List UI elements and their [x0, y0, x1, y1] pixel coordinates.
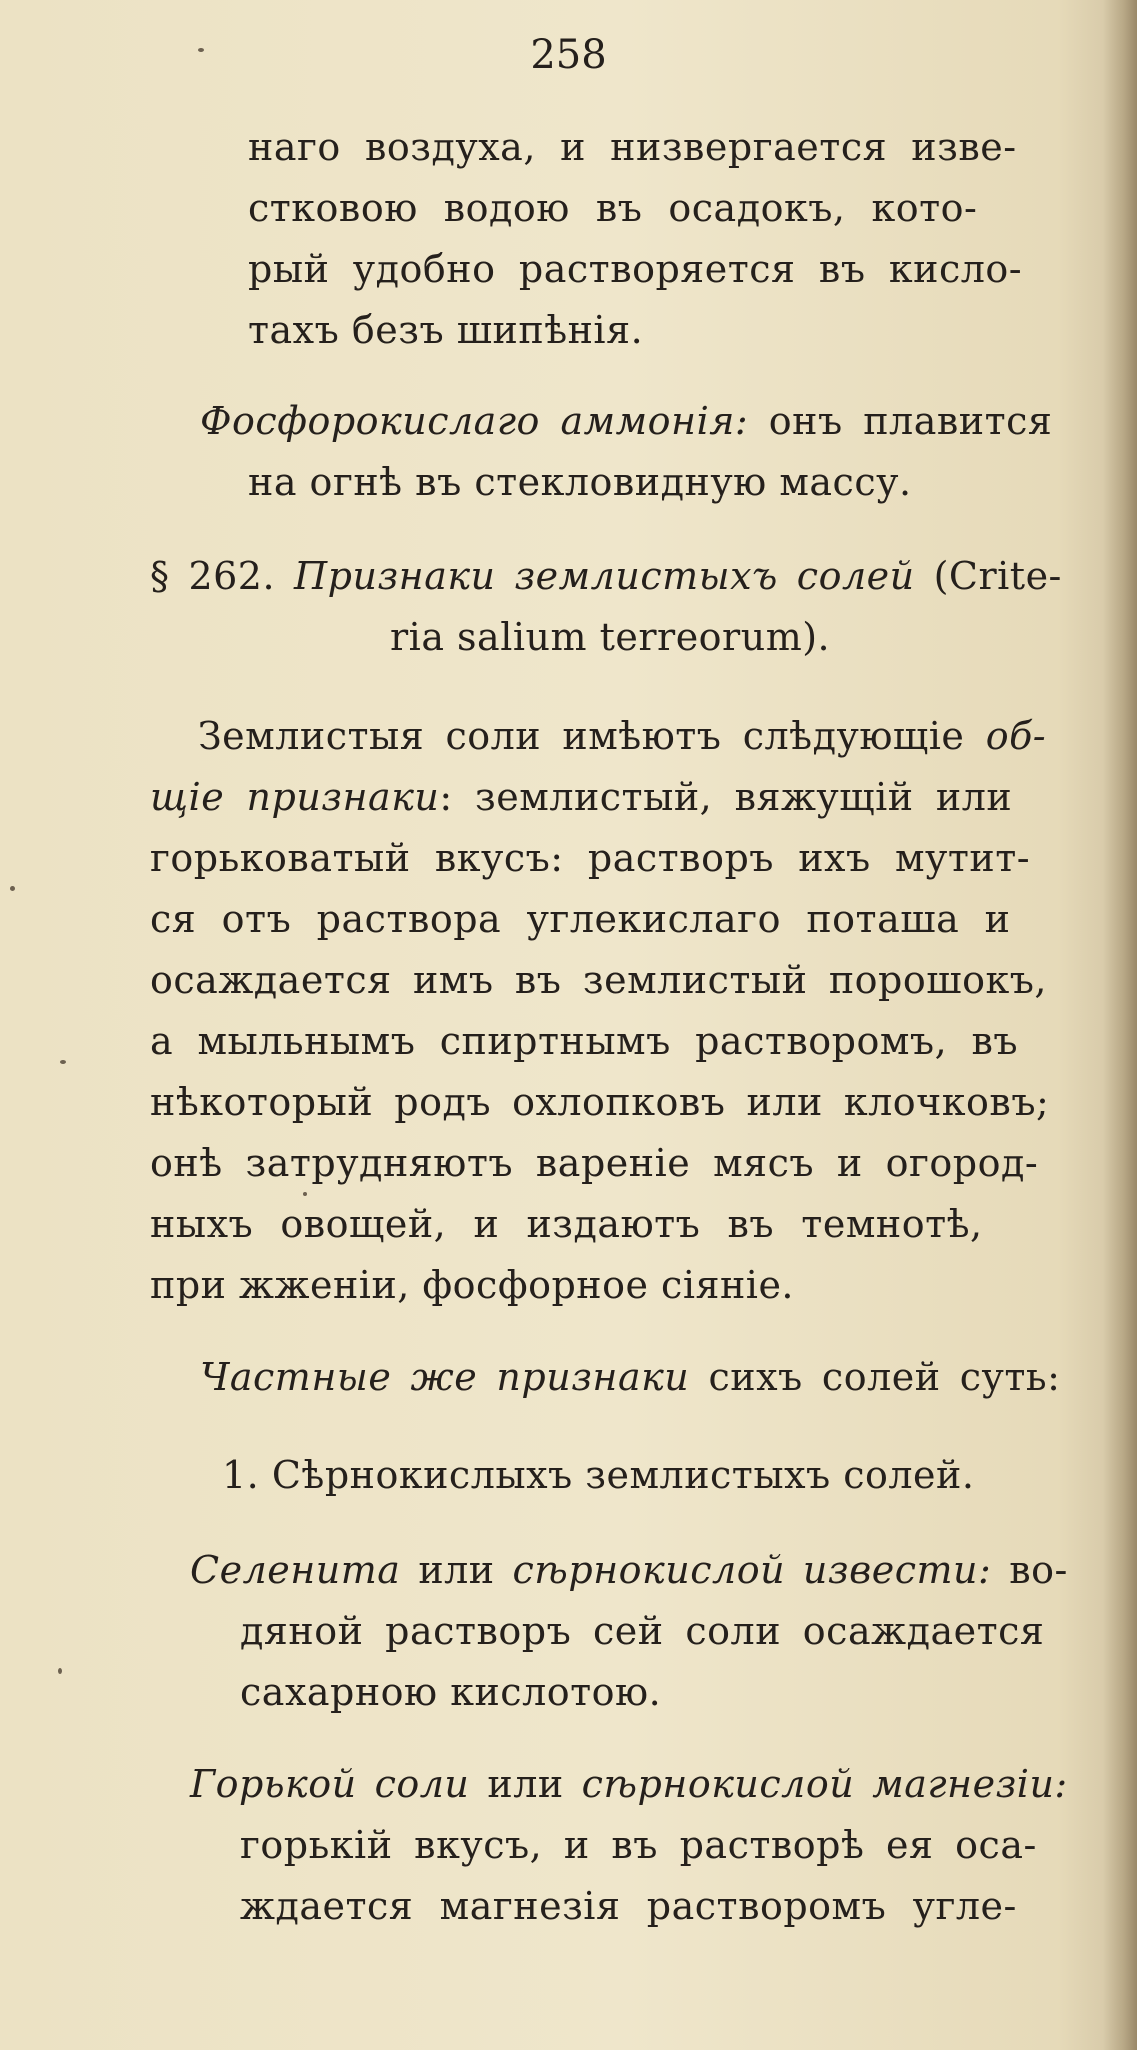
italic-term: об- [985, 714, 1047, 758]
italic-term: Признаки землистыхъ солей [294, 554, 915, 598]
text-segment: онѣ затрудняютъ вареніе мясъ и огород- [150, 1141, 1039, 1185]
text-segment: во- [991, 1548, 1068, 1592]
text-segment: горькій вкусъ, и въ растворѣ ея оса- [240, 1823, 1037, 1867]
text-line [150, 1263, 795, 1307]
text-line [150, 1019, 1019, 1063]
text-segment: рый удобно растворяется въ кисло- [248, 247, 1023, 291]
text-segment: осаждается имъ въ землистый порошокъ, [150, 958, 1047, 1002]
text-segment: : землистый, вяжущій или [439, 775, 1013, 819]
text-segment: сихъ солей суть: [689, 1355, 1061, 1399]
text-line [240, 1884, 1017, 1928]
text-segment: или [469, 1762, 582, 1806]
subsection-heading [222, 1453, 975, 1497]
text-segment: или [400, 1548, 513, 1592]
text-line [190, 1762, 1068, 1806]
text-line [200, 1355, 1061, 1399]
italic-term: Горькой соли [190, 1762, 470, 1806]
italic-term: щіе признаки [150, 775, 440, 819]
paper-speck [198, 48, 204, 52]
text-segment: при жженіи, фосфорное сіяніе. [150, 1263, 795, 1307]
paper-speck [58, 1668, 62, 1674]
page-number: 258 [530, 32, 607, 78]
text-line [198, 714, 1047, 758]
text-segment: дяной растворъ сей соли осаждается [240, 1609, 1045, 1653]
text-line [240, 1823, 1037, 1867]
italic-term: Фосфорокислаго аммонія: [200, 399, 749, 443]
text-line [150, 958, 1047, 1002]
text-segment: ria salium terreorum). [390, 615, 831, 659]
page-binding-shadow [1103, 0, 1137, 2050]
paper-speck [60, 1060, 66, 1064]
text-line [248, 125, 1017, 169]
text-line [150, 1141, 1039, 1185]
italic-term: Частные же признаки [200, 1355, 690, 1399]
text-line [248, 247, 1023, 291]
italic-term: сѣрнокислой извести: [512, 1548, 992, 1592]
text-segment: а мыльнымъ спиртнымъ растворомъ, въ [150, 1019, 1019, 1063]
text-line [150, 836, 1031, 880]
text-line [240, 1670, 662, 1714]
text-line [150, 1080, 1050, 1124]
section-heading-continuation [390, 615, 831, 659]
text-line [240, 1609, 1045, 1653]
text-line [150, 1202, 983, 1246]
text-segment: ждается магнезія растворомъ угле- [240, 1884, 1017, 1928]
paper-speck [303, 1192, 307, 1196]
text-line [150, 897, 1011, 941]
text-segment: ныхъ овощей, и издаютъ въ темнотѣ, [150, 1202, 983, 1246]
text-segment: онъ плавится [748, 399, 1053, 443]
italic-term: сѣрнокислой магнезіи: [581, 1762, 1068, 1806]
text-segment: Землистыя соли имѣютъ слѣдующіе [198, 714, 986, 758]
paper-speck [10, 886, 15, 891]
text-segment: (Crite- [914, 554, 1062, 598]
text-segment: ся отъ раствора углекислаго поташа и [150, 897, 1011, 941]
text-line [248, 460, 912, 504]
text-line [248, 308, 644, 352]
text-segment: на огнѣ въ стекловидную массу. [248, 460, 912, 504]
text-line [200, 399, 1053, 443]
text-segment: стковою водою въ осадокъ, кото- [248, 186, 978, 230]
text-line [150, 775, 1013, 819]
section-heading [150, 554, 1062, 598]
section-number: § 262. [150, 554, 294, 598]
text-line [190, 1548, 1068, 1592]
text-segment: нѣкоторый родъ охлопковъ или клочковъ; [150, 1080, 1050, 1124]
text-segment: 1. Сѣрнокислыхъ землистыхъ солей. [222, 1453, 975, 1497]
text-segment: сахарною кислотою. [240, 1670, 662, 1714]
text-line [248, 186, 978, 230]
text-segment: наго воздуха, и низвергается изве- [248, 125, 1017, 169]
text-segment: горьковатый вкусъ: растворъ ихъ мутит- [150, 836, 1031, 880]
italic-term: Селенита [190, 1548, 401, 1592]
text-segment: тахъ безъ шипѣнія. [248, 308, 644, 352]
